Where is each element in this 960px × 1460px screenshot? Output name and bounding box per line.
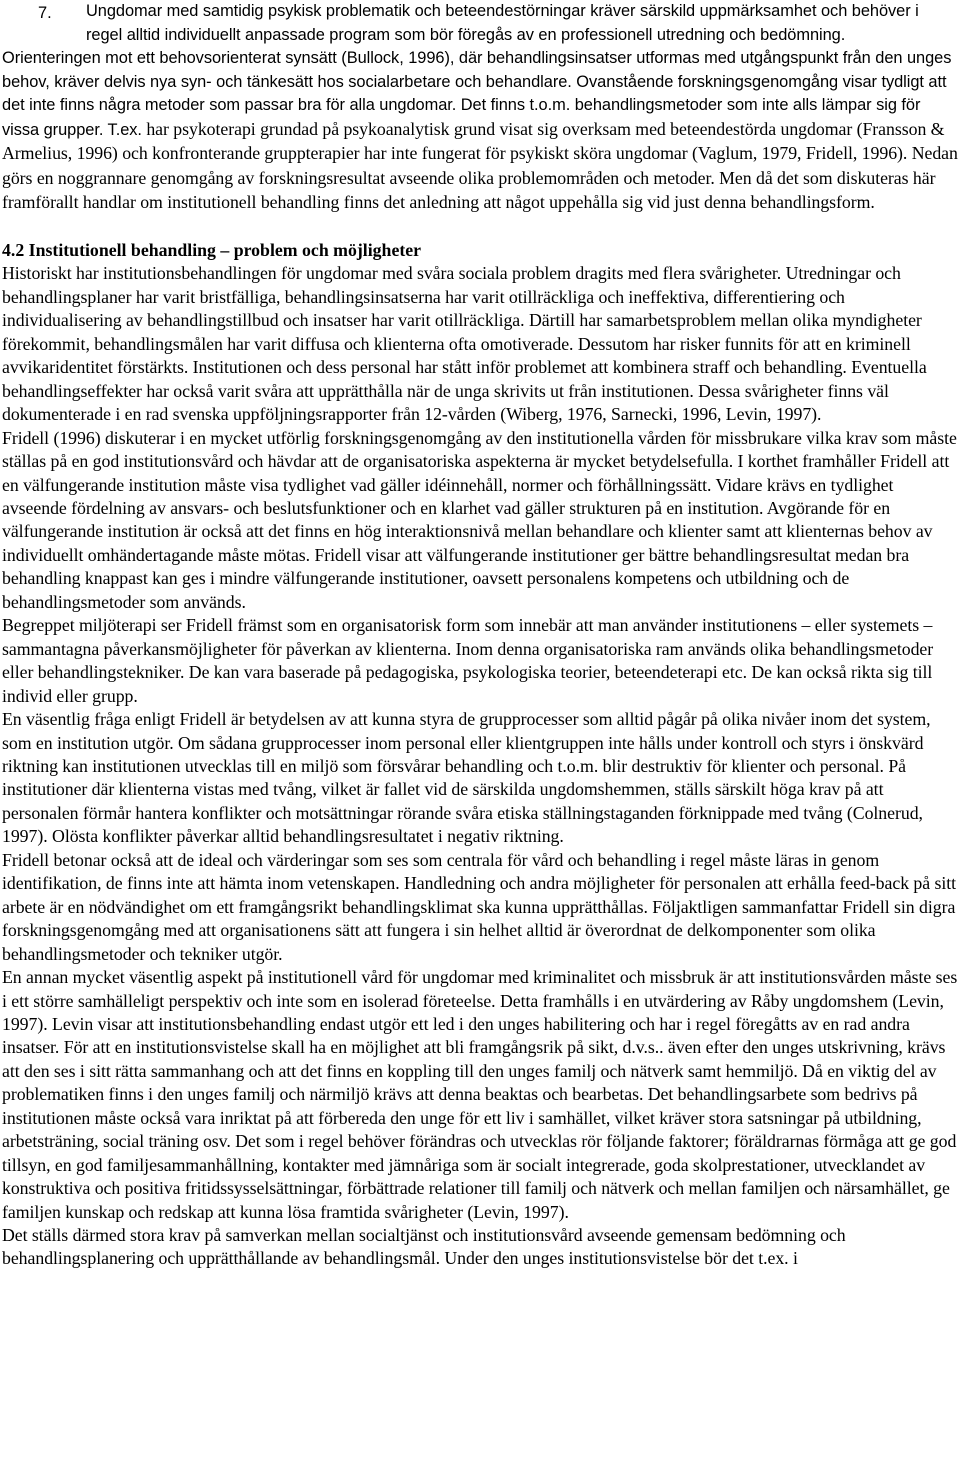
section-heading: 4.2 Institutionell behandling – problem och möjligheter [2, 240, 422, 260]
paragraph: En väsentlig fråga enligt Fridell är betydelsen av att kunna styra de grupprocesser som alltid pågår på olika nivåer inom det system, som en institution utgör. Om sådana grupprocesser inom personal eller klientgruppen inte hålls under kontroll och styrs i önskvärd riktning kan institutionen utvecklas till en miljö som försvårar behandling och t.o.m. blir destruktiv för klienter och personal. På institutioner där klienterna vistas med tvång, vilket är fallet vid de särskilda ungdomshemmen, ställs särskilt höga krav på att personalen förmår hantera konflikter och motsättningar rörande svåra etiska ställningstaganden förknippade med tvång (Colnerud, 1997). Olösta konflikter påverkar alltid behandlingsresultatet i negativ riktning. [2, 709, 931, 847]
paragraph: Fridell betonar också att de ideal och värderingar som ses som centrala för vård och behandling i regel måste läras in genom identifikation, de finns inte att hämta inom vetenskapen. Handledning och andra möjligheter för personalen att erhålla feed-back på sitt arbete är en nödvändighet om ett framgångsrikt behandlingsklimat ska kunna upprätthållas. Följaktligen sammanfattar Fridell sin digra forskningsgenomgång med att organisationens sätt att fungera i sin helhet alltid är överordnat de delkomponenter som olika behandlingsmetoder och tekniker utgör. [2, 849, 957, 964]
paragraph: Fridell (1996) diskuterar i en mycket utförlig forskningsgenomgång av den institutionella vården för missbrukare vilka krav som måste ställas på en god institutionsvård och hävdar att de organisatoriska aspekterna är mycket betydelsefulla. I korthet framhåller Fridell att en välfungerande institution måste visa tydlighet vad gäller idéinnehåll, normer och förhållningssätt. Vidare krävs en tydlighet avseende fördelning av ansvars- och beslutsfunktioner och en klarhet vad gäller strukturen på en institution. Avgörande för en välfungerande institution är också att det finns en hög interaktionsnivå mellan behandlare och klienter samt att klienternas behov av individuellt omhändertagande måste mötas. Fridell visar att välfungerande institutioner ger bättre behandlingsresultat medan bra behandling knappast kan ges i mindre välfungerande institutioner, oavsett personalens kompetens och utbildning och de behandlingsmetoder som används. [2, 427, 957, 612]
paragraph: Det ställs därmed stora krav på samverkan mellan socialtjänst och institutionsvård avseende gemensam bedömning och behandlingsplanering och upprätthållande av behandlingsmål. Under den unges institutionsvistelse bör det t.ex. i [2, 1225, 846, 1269]
paragraph-orientation-sans: Orienteringen mot ett behovsorienterat synsätt (Bullock, 1996), där behandlingsinsatser utformas med utgångspunkt från den unges behov, kräver delvis nya syn- och tänkesätt hos socialarbetare och behandlare. Ovanstående forskningsgenomgång visar tydligt att det inte finns några metoder som passar bra för alla ungdomar. Det finns t.o.m. behandlingsmetoder som inte alls lämpar sig för vissa grupper. T.ex. [2, 49, 952, 139]
spacer [2, 216, 958, 240]
paragraph: En annan mycket väsentlig aspekt på institutionell vård för ungdomar med kriminalitet och missbruk är att institutionsvården måste ses i ett större samhälleligt perspektiv och inte som en isolerad företeelse. Detta framhålls i en utvärdering av Råby ungdomshem (Levin, 1997). Levin visar att institutionsbehandling endast utgör ett led i den unges habilitering och har i regel föregåtts av en rad andra insatser. För att en institutionsvistelse skall ha en möjlighet att bli framgångsrik på sikt, d.v.s.. även efter den unges utskrivning, krävs att den ses i sitt rätta sammanhang och att det finns en koppling till den unges familj och nätverk samt hemmiljö. Då en viktig del av problematiken finns i den unges familj och närmiljö krävs att denna beaktas och bearbetas. Det behandlingsarbete som bedrivs på institutionen måste också vara inriktat på att förbereda den unge för ett liv i samhället, vilket kräver stora satsningar på utbildning, arbetsträning, social träning osv. Det som i regel behöver förändras och utvecklas rör följande faktorer; föräldrarnas förmåga att ge god tillsyn, en god familjesammanhållning, kontakter med jämnåriga som är socialt integrerade, goda skolprestationer, utvecklandet av konstruktiva och positiva fritidssysselsättningar, förbättrade relationer till familj och nätverk och mellan familjen och närsamhället, ge familjen kunskap och redskap att kunna lösa framtida svårigheter (Levin, 1997). [2, 967, 958, 1222]
paragraph: Begreppet miljöterapi ser Fridell främst som en organisatorisk form som innebär att man använder institutionens – eller systemets – sammantagna påverkansmöjligheter för påverkan av klienterna. Inom denna organisatoriska ram används olika behandlingsmetoder eller behandlingstekniker. De kan vara baserade på pedagogiska, psykologiska teorier, beteendeterapi etc. De kan också rikta sig till individ eller grupp. [2, 615, 934, 706]
list-number: 7. [38, 4, 52, 22]
paragraph: Historiskt har institutionsbehandlingen för ungdomar med svåra sociala problem dragits med flera svårigheter. Utredningar och behandlingsplaner har varit bristfälliga, behandlingsinsatserna har varit otillräckliga och ineffektiva, differentiering och individualisering av behandlingstillbud och insatser har varit otillräckliga. Därtill har samarbetsproblem mellan olika myndigheter förekommit, behandlingsmålen har varit diffusa och klienterna ofta omotiverade. Dessutom har risker funnits för att en kriminell avvikaridentitet förstärkts. Institutionen och dess personal har stått inför problemet att kombinera straff och behandling. Eventuella behandlingseffekter har också varit svåra att upprätthålla när de unga skrivits ut från institutionen. Dessa svårigheter finns väl dokumenterade i en rad svenska uppföljningsrapporter från 12-vården (Wiberg, 1976, Sarnecki, 1996, Levin, 1997). [2, 263, 927, 425]
paragraph-orientation-serif: har psykoterapi grundad på psykoanalytisk grund visat sig overksam med beteendestörda ungdomar (Fransson & Armelius, 1996) och konfronterande gruppterapier har inte fungerat för psykiskt sköra ungdomar (Vaglum, 1979, Fridell, 1996). Nedan görs en noggrannare genomgång av forskningsresultat avseende olika problemområden och metoder. Men då det som diskuteras här framförallt handlar om institutionell behandling finns det anledning att något uppehålla sig vid just denna behandlingsform. [2, 118, 958, 212]
list-item-7 [2, 0, 958, 47]
list-item-text: Ungdomar med samtidig psykisk problematik och beteendestörningar kräver särskild uppmärksamhet och behöver i regel alltid individuellt anpassade program som bör föregås av en professionell utredning och bedömning. [86, 2, 919, 44]
paragraph-orientation [2, 47, 958, 216]
document-page [2, 0, 958, 1271]
